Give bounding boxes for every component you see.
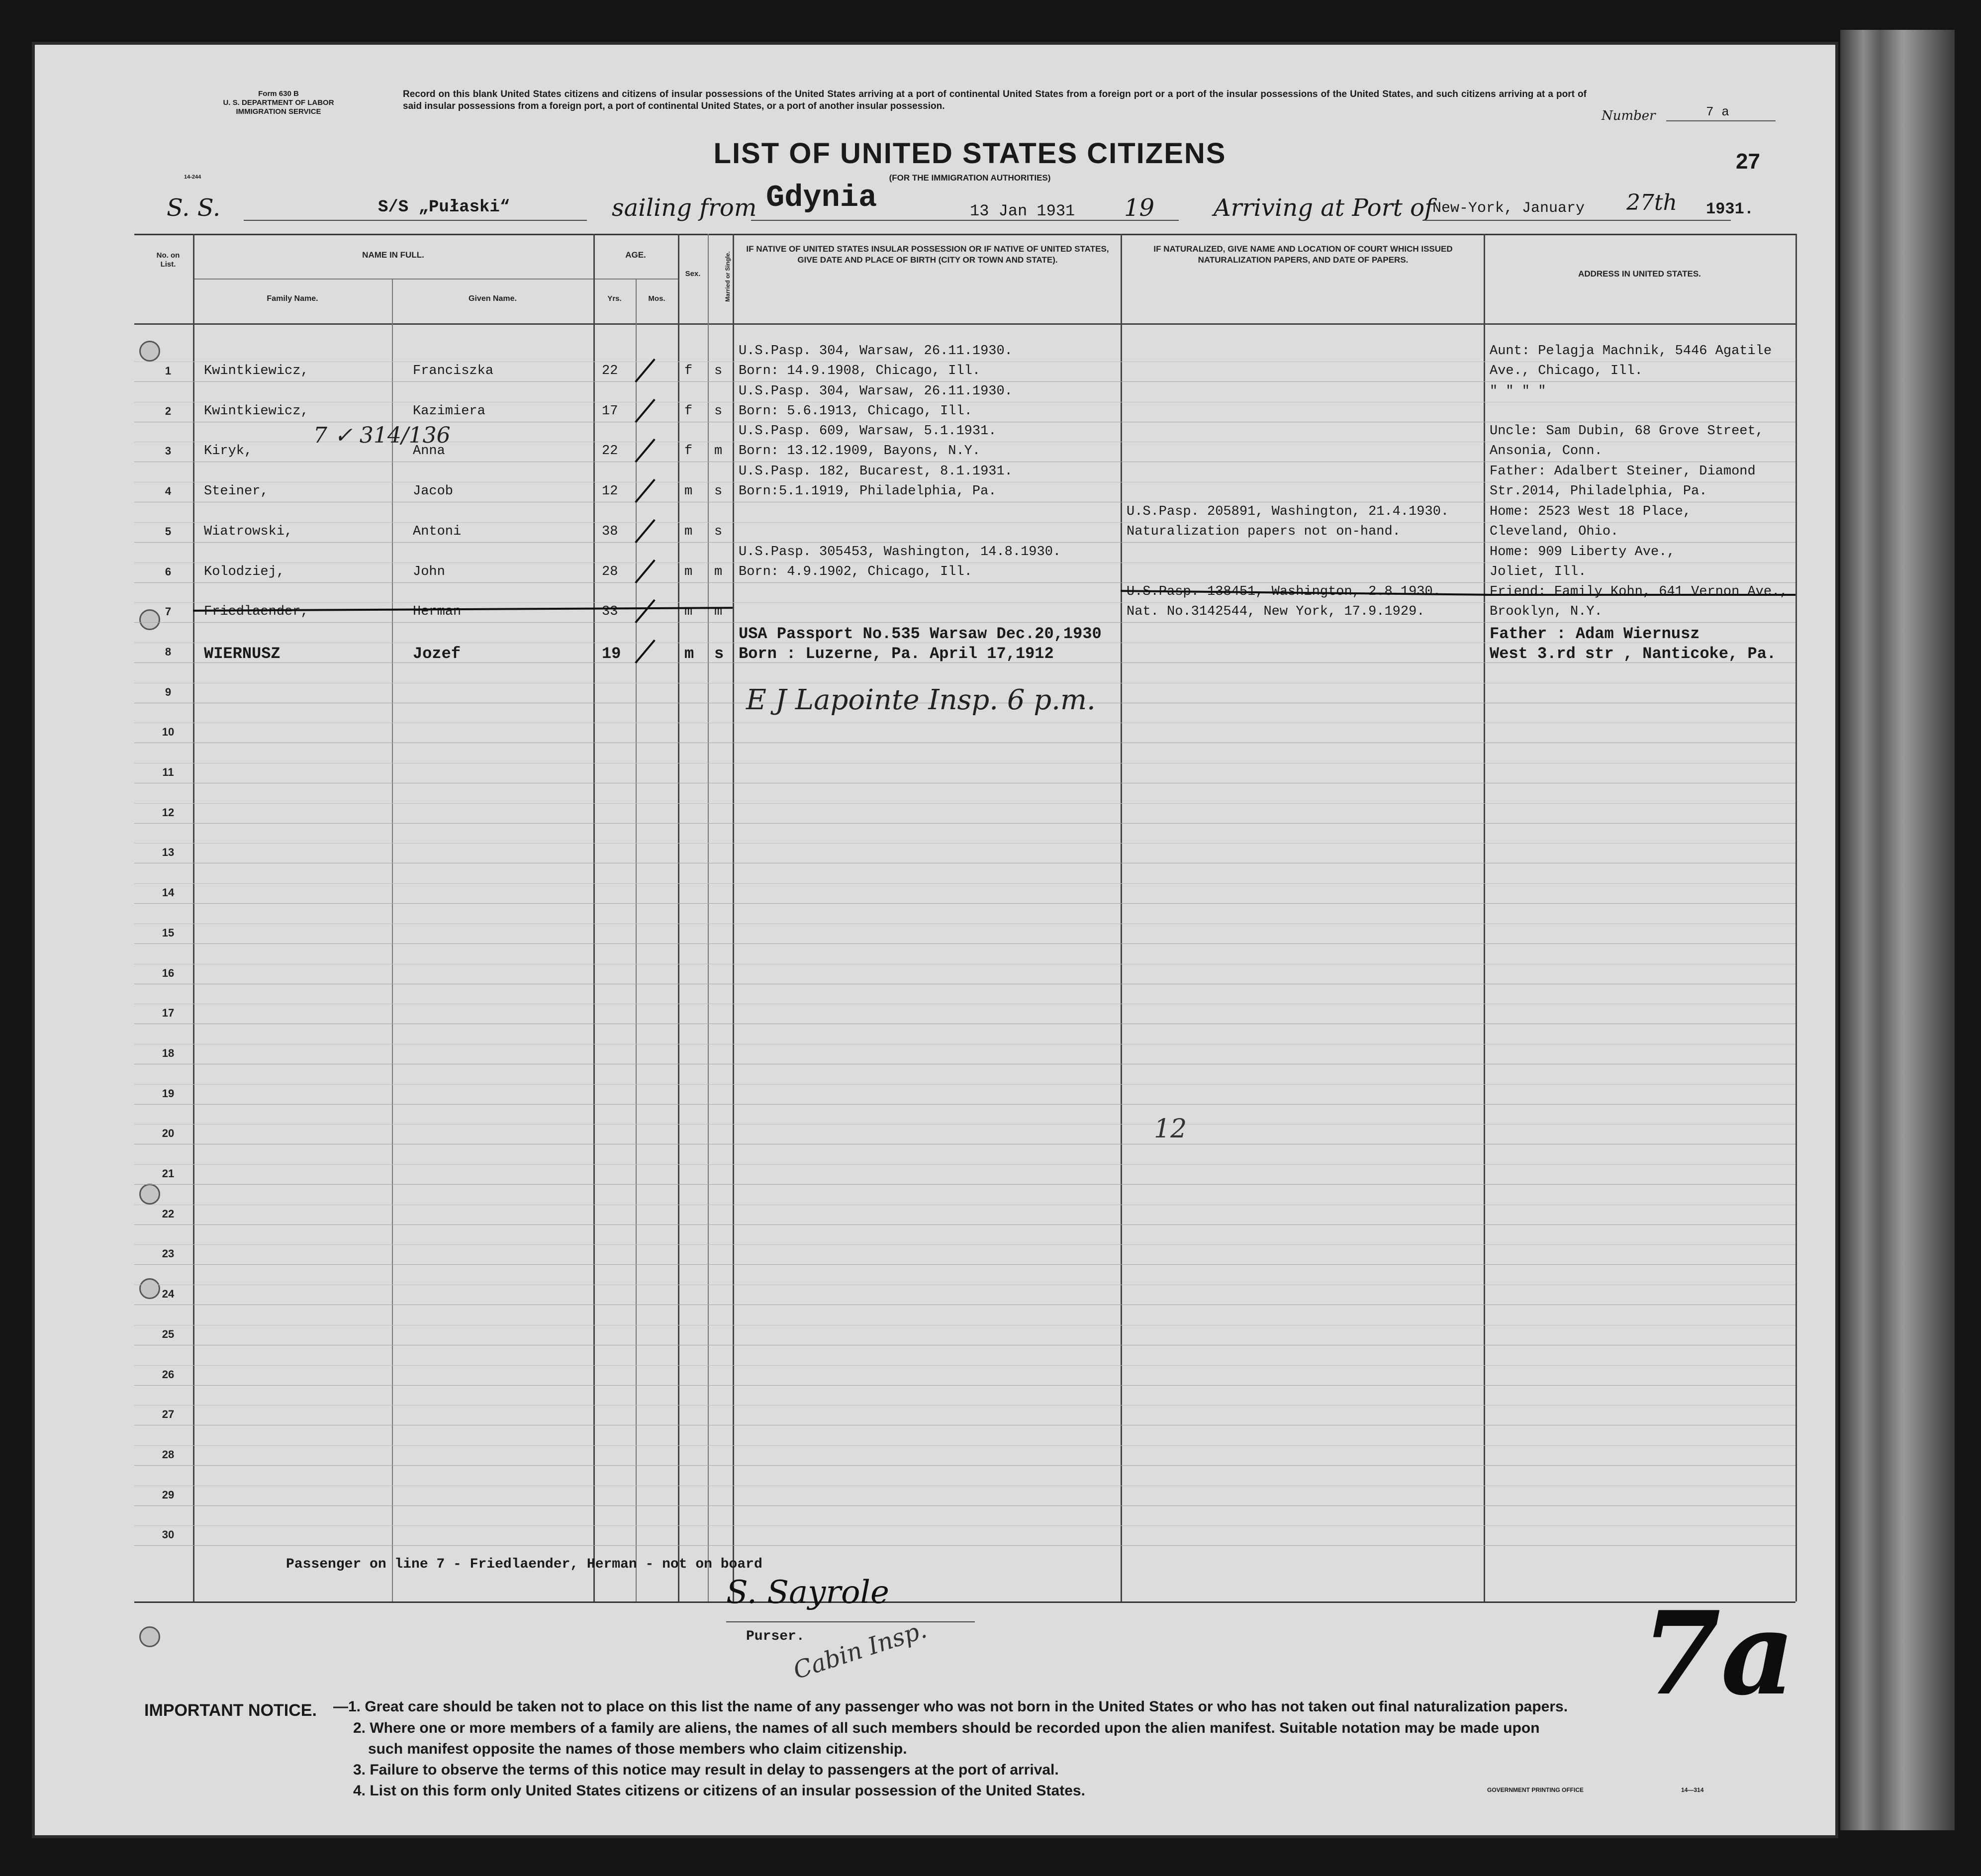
col-divider	[1484, 234, 1485, 1601]
passenger-age: 33	[602, 604, 618, 620]
row-subrule	[134, 1164, 1795, 1165]
notice-heading: IMPORTANT NOTICE.	[144, 1701, 317, 1720]
row-subrule	[134, 1365, 1795, 1366]
passenger-ms: s	[714, 364, 723, 378]
row-subrule	[134, 1244, 1795, 1245]
row-number: 29	[162, 1488, 175, 1501]
row-subrule	[134, 1124, 1795, 1125]
passenger-native-1: USA Passport No.535 Warsaw Dec.20,1930	[739, 624, 1102, 643]
passenger-addr-1: Father : Adam Wiernusz	[1490, 624, 1700, 643]
passenger-age: 22	[602, 444, 618, 459]
row-subrule	[134, 1525, 1795, 1526]
passenger-natur-1: U.S.Pasp. 205891, Washington, 21.4.1930.	[1127, 504, 1449, 519]
passenger-native-1: U.S.Pasp. 304, Warsaw, 26.11.1930.	[739, 344, 1013, 359]
ss-label: S. S.	[167, 194, 221, 222]
col-divider	[392, 279, 393, 1601]
passenger-age: 28	[602, 564, 618, 579]
col-no-on-list: No. on List.	[156, 251, 180, 269]
row-number: 24	[162, 1288, 175, 1301]
passenger-ms: m	[714, 564, 723, 579]
row-number: 21	[162, 1167, 175, 1180]
col-yrs: Yrs.	[607, 294, 622, 303]
sailing-underline	[751, 220, 1179, 221]
number-underline	[1666, 120, 1776, 121]
col-divider	[193, 234, 194, 1601]
printer-name: GOVERNMENT PRINTING OFFICE	[1487, 1786, 1584, 1793]
row-number: 15	[162, 926, 175, 939]
passenger-given: Kazimiera	[413, 403, 485, 419]
passenger-ms: m	[714, 604, 723, 620]
line7-strike-address	[1484, 594, 1795, 596]
passenger-family: Kolodziej,	[204, 564, 285, 579]
row-number: 30	[162, 1528, 175, 1541]
row-subrule	[134, 883, 1795, 884]
row-rule	[134, 823, 1795, 824]
inspector-signature: E J Lapointe Insp. 6 p.m.	[746, 684, 1096, 716]
passenger-native-2: Born: 5.6.1913, Chicago, Ill.	[739, 403, 972, 419]
passenger-given: Antoni	[413, 524, 462, 539]
passenger-natur-1: U.S.Pasp. 138451, Washington, 2.8.1930.	[1127, 584, 1441, 600]
purser-line	[726, 1621, 975, 1622]
age-check-mark	[635, 359, 656, 383]
notice-item-2: 2. Where one or more members of a family are aliens, the names of all such members should be recorded upon the alien manifest. Suitable notation may be made upon	[353, 1720, 1540, 1736]
col-native: IF NATIVE OF UNITED STATES INSULAR POSSESSION OR IF NATIVE OF UNITED STATES, GIVE DATE AND PLACE OF BIRTH (CITY OR TOWN AND STATE).	[746, 244, 1109, 265]
notice-item-2b: such manifest opposite the names of those members who claim citizenship.	[368, 1741, 907, 1757]
page-subtitle: (FOR THE IMMIGRATION AUTHORITIES)	[889, 173, 1051, 183]
department-name: U. S. DEPARTMENT OF LABOR	[223, 98, 334, 107]
passenger-sex: f	[684, 364, 693, 378]
row-rule	[134, 622, 1795, 623]
notice-item-1: —1. Great care should be taken not to place on this list the name of any passenger who was not born in the United States or who has not taken out final naturalization papers.	[333, 1698, 1568, 1715]
row-number: 6	[165, 565, 172, 578]
sailing-from-label: sailing from	[612, 194, 757, 222]
punch-hole	[139, 1626, 160, 1647]
row-number: 27	[162, 1408, 175, 1421]
age-check-mark	[635, 640, 656, 664]
row-subrule	[134, 843, 1795, 844]
center-mark: 12	[1154, 1114, 1187, 1144]
ship-underline	[244, 220, 587, 221]
col-divider	[636, 279, 637, 1601]
age-check-mark	[635, 599, 656, 624]
row-number: 22	[162, 1207, 175, 1220]
passenger-family: WIERNUSZ	[204, 644, 281, 663]
form-number: Form 630 B	[258, 90, 299, 98]
number-value: 7 a	[1706, 104, 1729, 119]
binder-edge	[1840, 30, 1955, 1830]
row-number: 17	[162, 1007, 175, 1020]
passenger-sex: m	[684, 484, 693, 499]
row-number: 12	[162, 806, 175, 819]
countersign: Cabin Insp.	[790, 1615, 930, 1685]
passenger-sex: m	[684, 604, 693, 620]
passenger-given: Anna	[413, 444, 445, 459]
row-rule	[134, 582, 1795, 583]
form-instructions: Record on this blank United States citizens and citizens of insular possessions of the United States arriving at a port of continental United States from a foreign port or a port of the insular possessions of the United States, and such citizens arriving at a port of said insular possessions from a foreign port, a port of continental United States, or a port of another insular possession.	[403, 89, 1587, 111]
passenger-ms: s	[714, 524, 723, 539]
row-subrule	[134, 602, 1795, 603]
row-rule	[134, 1104, 1795, 1105]
row-number: 18	[162, 1046, 175, 1059]
col-married-single: Married or Single.	[724, 251, 731, 302]
passenger-addr-1: Home: 909 Liberty Ave.,	[1490, 544, 1675, 560]
row-subrule	[134, 1084, 1795, 1085]
row-number: 9	[165, 685, 172, 698]
passenger-ms: s	[714, 403, 723, 419]
passenger-ms: s	[714, 644, 724, 663]
col-name-in-full: NAME IN FULL.	[362, 250, 424, 260]
row-number: 26	[162, 1368, 175, 1381]
row-number: 20	[162, 1127, 175, 1140]
arriving-day: 27th	[1626, 190, 1678, 215]
passenger-sex: f	[684, 444, 693, 459]
passenger-family: Kiryk,	[204, 444, 253, 459]
passenger-sex: f	[684, 403, 693, 419]
sailing-date: 13 Jan 1931	[970, 202, 1075, 220]
col-divider	[708, 234, 709, 1601]
row-rule	[134, 903, 1795, 904]
passenger-given: Herman	[413, 604, 462, 620]
passenger-ms: m	[714, 444, 723, 459]
row-rule	[134, 381, 1795, 382]
passenger-age: 38	[602, 524, 618, 539]
passenger-native-2: Born : Luzerne, Pa. April 17,1912	[739, 644, 1054, 663]
row-number: 14	[162, 886, 175, 899]
age-check-mark	[635, 479, 656, 503]
passenger-family: Kwintkiewicz,	[204, 403, 309, 419]
col-given-name: Given Name.	[469, 294, 517, 303]
number-label: Number	[1602, 108, 1656, 123]
table-bottom-rule	[134, 1601, 1795, 1603]
passenger-native-2: Born: 4.9.1902, Chicago, Ill.	[739, 564, 972, 579]
printer-code: 14—314	[1681, 1786, 1704, 1793]
table-top-rule	[134, 234, 1795, 235]
col-address: ADDRESS IN UNITED STATES.	[1578, 269, 1701, 279]
passenger-age: 22	[602, 364, 618, 378]
row-number: 10	[162, 726, 175, 739]
row-number: 7	[165, 605, 172, 618]
passenger-addr-2: Brooklyn, N.Y.	[1490, 604, 1603, 620]
passenger-family: Kwintkiewicz,	[204, 364, 309, 378]
manifest-sheet	[35, 45, 1835, 1835]
form-id-block	[189, 90, 368, 116]
row-rule	[134, 1545, 1795, 1546]
row-number: 2	[165, 404, 172, 417]
age-check-mark	[635, 439, 656, 463]
row-number: 1	[165, 365, 172, 377]
age-check-mark	[635, 519, 656, 544]
row-number: 19	[162, 1087, 175, 1100]
passenger-native-1: U.S.Pasp. 305453, Washington, 14.8.1930.	[739, 544, 1061, 560]
passenger-addr-1: Friend: Family Kohn, 641 Vernon Ave.,	[1490, 584, 1788, 600]
row-rule	[134, 1385, 1795, 1386]
col-sex: Sex.	[685, 270, 701, 278]
row-subrule	[134, 1405, 1795, 1406]
col-divider	[593, 234, 595, 1601]
passenger-addr-1: Uncle: Sam Dubin, 68 Grove Street,	[1490, 424, 1764, 439]
col-divider	[1121, 234, 1122, 1601]
row-number: 11	[162, 766, 174, 778]
row-subrule	[134, 1445, 1795, 1446]
header-bottom-rule	[134, 323, 1795, 325]
col-naturalized: IF NATURALIZED, GIVE NAME AND LOCATION OF COURT WHICH ISSUED NATURALIZATION PAPERS, AND DATE OF PAPERS.	[1153, 244, 1453, 265]
passenger-sex: m	[684, 564, 693, 579]
sailing-port: Gdynia	[766, 180, 877, 215]
passenger-family: Friedlaender,	[204, 604, 309, 620]
purser-signature: S. Sayrole	[726, 1574, 889, 1611]
arriving-port: New-York, January	[1432, 200, 1585, 217]
passenger-native-1: U.S.Pasp. 182, Bucarest, 8.1.1931.	[739, 464, 1013, 479]
passenger-native-1: U.S.Pasp. 304, Warsaw, 26.11.1930.	[739, 383, 1013, 399]
passenger-addr-2: West 3.rd str , Nanticoke, Pa.	[1490, 644, 1777, 663]
col-divider	[733, 234, 734, 1601]
col-divider	[678, 234, 679, 1601]
row-rule	[134, 1184, 1795, 1185]
passenger-sex: m	[684, 644, 694, 663]
row-number: 4	[165, 485, 172, 498]
row-rule	[134, 1224, 1795, 1225]
passenger-natur-2: Naturalization papers not on-hand.	[1127, 524, 1401, 539]
arriving-year: 1931.	[1706, 200, 1754, 218]
row-subrule	[134, 522, 1795, 523]
passenger-addr-1: Father: Adalbert Steiner, Diamond	[1490, 464, 1756, 479]
row-rule	[134, 943, 1795, 944]
passenger-given: Franciszka	[413, 364, 494, 378]
passenger-addr-2: Ansonia, Conn.	[1490, 444, 1603, 459]
not-on-board-note: Passenger on line 7 - Friedlaender, Herman - not on board	[286, 1557, 762, 1572]
passenger-addr-1: Home: 2523 West 18 Place,	[1490, 504, 1692, 519]
col-family-name: Family Name.	[267, 294, 318, 303]
punch-hole	[139, 341, 160, 362]
row-number: 8	[165, 645, 172, 658]
form-code: 14-244	[184, 174, 201, 180]
passenger-age: 19	[602, 644, 621, 663]
kiryk-note: 7 ✓ 314/136	[313, 423, 451, 448]
year-prefix: 19	[1124, 194, 1155, 222]
row-subrule	[134, 803, 1795, 804]
col-mos: Mos.	[648, 294, 665, 303]
ship-name: S/S „Pułaski“	[378, 198, 510, 217]
row-number: 23	[162, 1247, 175, 1260]
arriving-label: Arriving at Port of	[1214, 194, 1433, 222]
passenger-sex: m	[684, 524, 693, 539]
passenger-addr-1: " " " "	[1490, 383, 1546, 399]
age-check-mark	[635, 398, 656, 423]
passenger-native-1: U.S.Pasp. 609, Warsaw, 5.1.1931.	[739, 424, 997, 439]
row-number: 5	[165, 525, 172, 538]
passenger-addr-2: Ave., Chicago, Ill.	[1490, 364, 1643, 378]
passenger-natur-2: Nat. No.3142544, New York, 17.9.1929.	[1127, 604, 1425, 620]
col-age: AGE.	[625, 250, 646, 260]
purser-label: Purser.	[746, 1629, 805, 1644]
row-number: 16	[162, 966, 175, 979]
row-number: 25	[162, 1327, 175, 1340]
passenger-native-2: Born: 14.9.1908, Chicago, Ill.	[739, 364, 981, 378]
row-number: 13	[162, 846, 175, 859]
big-7a-mark: 7a	[1641, 1587, 1795, 1721]
passenger-addr-2: Joliet, Ill.	[1490, 564, 1587, 579]
row-number: 28	[162, 1448, 175, 1461]
passenger-addr-2: Cleveland, Ohio.	[1490, 524, 1619, 539]
passenger-family: Wiatrowski,	[204, 524, 293, 539]
passenger-given: Jozef	[413, 644, 461, 663]
row-rule	[134, 1264, 1795, 1265]
passenger-ms: s	[714, 484, 723, 499]
row-number: 3	[165, 445, 172, 458]
punch-hole	[139, 1184, 160, 1205]
col-divider	[1795, 234, 1797, 1601]
notice-item-3: 3. Failure to observe the terms of this notice may result in delay to passengers at the port of arrival.	[353, 1762, 1059, 1778]
passenger-given: Jacob	[413, 484, 454, 499]
row-rule	[134, 542, 1795, 543]
row-rule	[134, 1505, 1795, 1506]
notice-item-4: 4. List on this form only United States citizens or citizens of an insular possession of the United States.	[353, 1782, 1085, 1799]
age-check-mark	[635, 559, 656, 583]
arriving-underline	[1422, 220, 1731, 221]
page-title: LIST OF UNITED STATES CITIZENS	[713, 137, 1226, 170]
passenger-native-2: Born:5.1.1919, Philadelphia, Pa.	[739, 484, 997, 499]
row-rule	[134, 1465, 1795, 1466]
passenger-addr-2: Str.2014, Philadelphia, Pa.	[1490, 484, 1707, 499]
passenger-family: Steiner,	[204, 484, 269, 499]
passenger-age: 12	[602, 484, 618, 499]
page-number: 27	[1736, 149, 1760, 174]
passenger-given: John	[413, 564, 445, 579]
passenger-addr-1: Aunt: Pelagja Machnik, 5446 Agatile	[1490, 344, 1772, 359]
passenger-age: 17	[602, 403, 618, 419]
passenger-native-2: Born: 13.12.1909, Bayons, N.Y.	[739, 444, 981, 459]
name-header-rule	[193, 279, 593, 280]
service-name: IMMIGRATION SERVICE	[236, 107, 321, 116]
